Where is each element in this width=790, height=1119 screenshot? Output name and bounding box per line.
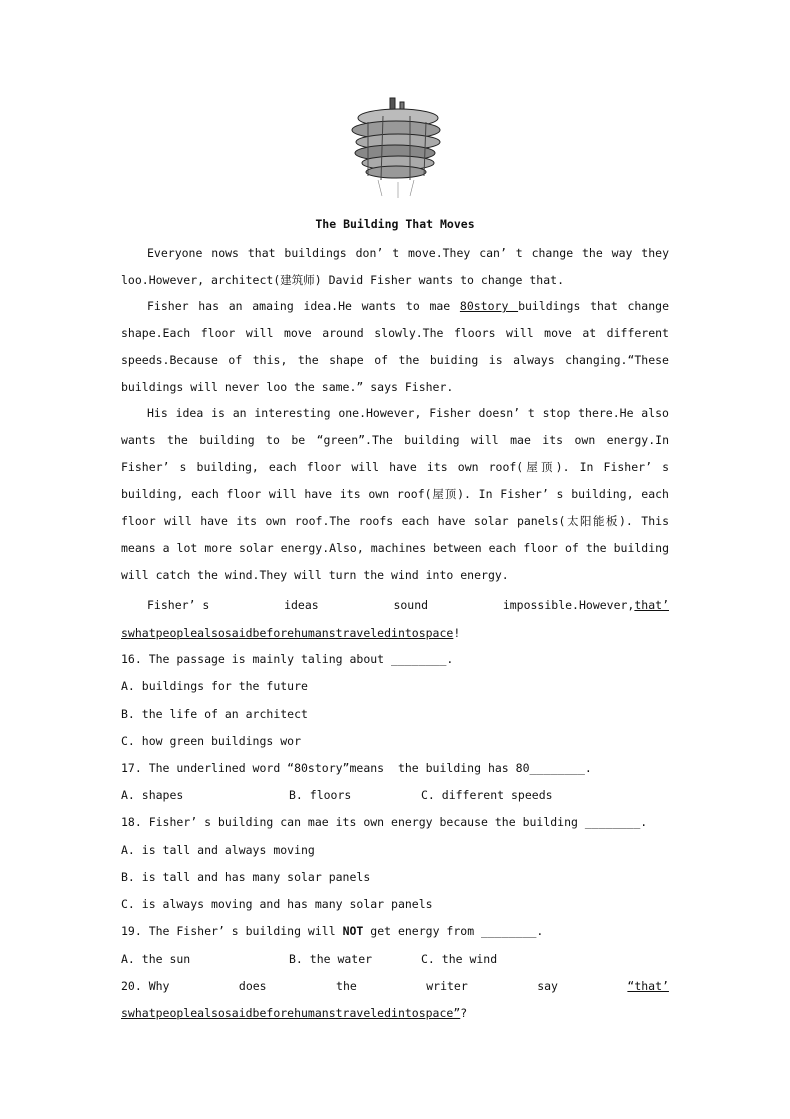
q17-option-a[interactable]: A. shapes [121,788,184,802]
q19-option-c[interactable]: C. the wind [421,952,498,966]
p4-word: ideas [284,598,319,612]
underlined-quote: swhatpeoplealsosaidbeforehumanstraveledintospace [121,626,454,640]
underlined-80story: 80story [459,299,519,313]
q17-stem: 17. The underlined word “80story”means the building has 80________. [121,761,592,775]
p4-word: Fisher’ s [147,598,210,612]
p4-end: ! [453,626,461,640]
q20-word: 20. Why [121,979,170,993]
q20-word: does [238,979,267,993]
p4-word: sound [393,598,429,612]
q16-stem: 16. The passage is mainly taling about ________. [121,652,454,666]
q20-stem-line-2 [121,1006,669,1020]
paragraph-2 [121,293,669,401]
q17-option-c[interactable]: C. different speeds [421,788,553,802]
q20-end: ? [460,1006,468,1020]
q18-option-b[interactable]: B. is tall and has many solar panels [121,870,371,884]
p4-word: impossible.However, [502,598,635,612]
q17-option-b[interactable]: B. floors [289,788,352,802]
q19-option-a[interactable]: A. the sun [121,952,191,966]
paragraph-3: His idea is an interesting one.However, Fisher doesn’ t stop there.He also wants the building to be “green”.The building will mae its own energy.In Fisher’ s building, each floor will have its own roof(屋顶). In Fisher’ s building, each floor will have its own roof(屋顶). In Fisher’ s building, each floor will have its own roof.The roofs each have solar panels(太阳能板). This means a lot more solar energy.Also, machines between each floor of the building will catch the wind.They will turn the wind into energy. [121,406,669,582]
passage-title: The Building That Moves [315,217,475,231]
underlined-quote-start: that’ [634,598,669,612]
q17-options [121,788,669,802]
futuristic-tower-illustration-icon [352,98,440,198]
q19-stem-a: 19. The Fisher’ s building will [121,924,343,938]
q18-option-c[interactable]: C. is always moving and has many solar panels [121,897,433,911]
q19-option-b[interactable]: B. the water [289,952,373,966]
paragraph-2-text-a: Fisher has an amaing idea.He wants to mae [147,299,460,313]
q20-word: say [537,979,558,993]
q16-option-c[interactable]: C. how green buildings wor [121,734,302,748]
paragraph-4-line-2 [121,626,669,640]
paragraph-2-text-b: buildings that change shape.Each floor will move around slowly.The floors will move at different speeds.Because of this, the shape of the buiding is always changing.“These buildings will never loo the same.” says Fisher. [121,299,669,394]
q16-option-b[interactable]: B. the life of an architect [121,707,308,721]
q18-option-a[interactable]: A. is tall and always moving [121,843,315,857]
building-illustration [348,96,446,200]
q20-stem-line-1 [121,979,669,993]
q16-option-a[interactable]: A. buildings for the future [121,679,308,693]
q20-underlined-start: “that’ [627,979,669,993]
q19-stem-b: get energy from ________. [363,924,544,938]
q19-options [121,952,669,966]
paragraph-1: Everyone nows that buildings don’ t move.They can’ t change the way they loo.However, architect(建筑师) David Fisher wants to change that. [121,246,669,287]
q18-stem: 18. Fisher’ s building can mae its own energy because the building ________. [121,815,648,829]
q20-word: writer [426,979,468,993]
q20-word: the [336,979,357,993]
q19-stem-bold: NOT [342,924,364,938]
paragraph-4-line-1 [121,598,669,612]
q20-underlined-quote: swhatpeoplealsosaidbeforehumanstraveledintospace” [121,1006,461,1020]
p4-word-group [503,598,669,612]
q19-stem [121,924,669,938]
